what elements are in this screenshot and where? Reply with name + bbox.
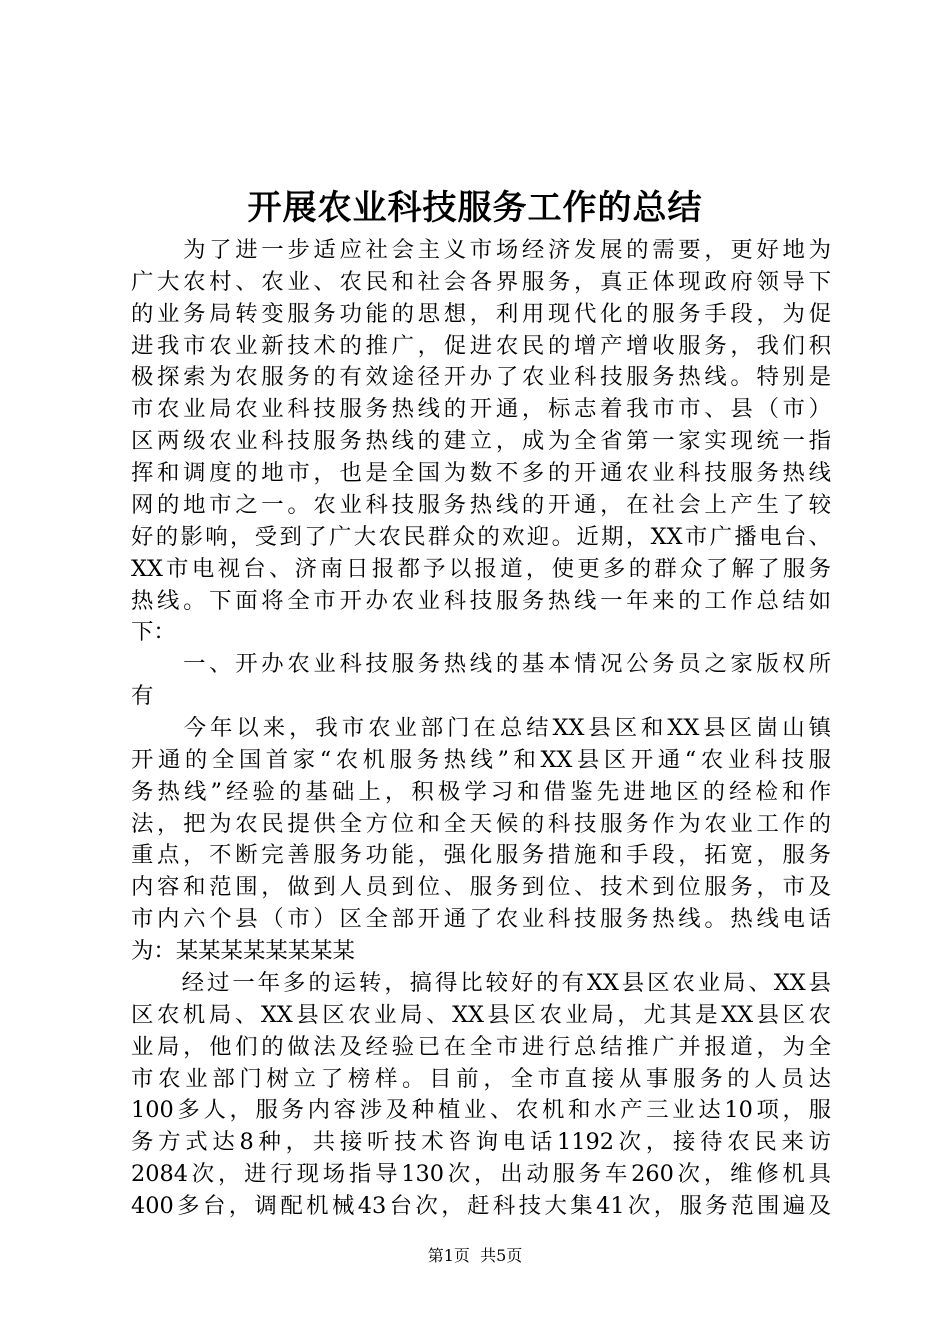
- page-footer: [0, 1244, 950, 1268]
- paragraph-line: 市农业部门树立了榜样。目前，全市直接从事服务的人员达: [131, 1066, 831, 1092]
- paragraph-line: 广大农村、农业、农民和社会各界服务，真正体现政府领导下: [131, 269, 831, 295]
- paragraph-line: 内容和范围，做到人员到位、服务到位、技术到位服务，市及: [131, 874, 831, 900]
- paragraph-line: 务方式达8种，共接听技术咨询电话1192次，接待农民来访: [131, 1129, 831, 1155]
- paragraph-line: 法，把为农民提供全方位和全天候的科技服务作为农业工作的: [131, 811, 831, 837]
- paragraph-line: 区农机局、XX县区农业局、XX县区农业局，尤其是XX县区农: [131, 1002, 831, 1028]
- paragraph-line: 热线。下面将全市开办农业科技服务热线一年来的工作总结如: [131, 588, 831, 614]
- footer-separator: [470, 1246, 480, 1265]
- paragraph-line: 开通的全国首家“农机服务热线”和XX县区开通“农业科技服: [131, 747, 831, 773]
- paragraph-line: 2084次，进行现场指导130次，出动服务车260次，维修机具: [131, 1161, 831, 1187]
- paragraph-line: 400多台，调配机械43台次，赶科技大集41次，服务范围遍及: [131, 1193, 831, 1219]
- section-heading-line: 一、开办农业科技服务热线的基本情况公务员之家版权所: [131, 651, 831, 677]
- paragraph-line: XX市电视台、济南日报都予以报道，使更多的群众了解了服务: [131, 556, 831, 582]
- paragraph-line: 的业务局转变服务功能的思想，利用现代化的服务手段，为促: [131, 301, 831, 327]
- paragraph-line: 业局，他们的做法及经验已在全市进行总结推广并报道，为全: [131, 1034, 831, 1060]
- paragraph-line: 挥和调度的地市，也是全国为数不多的开通农业科技服务热线: [131, 460, 831, 486]
- paragraph-line: 重点，不断完善服务功能，强化服务措施和手段，拓宽，服务: [131, 842, 831, 868]
- paragraph-line: 网的地市之一。农业科技服务热线的开通，在社会上产生了较: [131, 492, 831, 518]
- paragraph-line: 进我市农业新技术的推广，促进农民的增产增收服务，我们积: [131, 333, 831, 359]
- document-title: 开展农业科技服务工作的总结: [247, 188, 703, 228]
- paragraph-line: 100多人，服务内容涉及种植业、农机和水产三业达10项，服: [131, 1097, 831, 1123]
- page-total: 共5页: [480, 1246, 523, 1265]
- paragraph-line: 为了进一步适应社会主义市场经济发展的需要，更好地为: [131, 237, 831, 263]
- paragraph-line: 好的影响，受到了广大农民群众的欢迎。近期，XX市广播电台、: [131, 524, 831, 550]
- paragraph-line: 务热线”经验的基础上，积极学习和借鉴先进地区的经检和作: [131, 779, 831, 805]
- paragraph-line: 市内六个县（市）区全部开通了农业科技服务热线。热线电话: [131, 906, 831, 932]
- paragraph-line: 下：: [131, 619, 176, 645]
- page-number: 第1页: [427, 1246, 470, 1265]
- paragraph-line: 今年以来，我市农业部门在总结XX县区和XX县区崮山镇: [131, 715, 831, 741]
- paragraph-line: 极探索为农服务的有效途径开办了农业科技服务热线。特别是: [131, 364, 831, 390]
- section-heading-line: 有: [131, 683, 154, 709]
- paragraph-line: 为：某某某某某某某某: [131, 938, 355, 964]
- paragraph-line: 市农业局农业科技服务热线的开通，标志着我市市、县（市）: [131, 396, 831, 422]
- paragraph-line: 区两级农业科技服务热线的建立，成为全省第一家实现统一指: [131, 428, 831, 454]
- paragraph-line: 经过一年多的运转，搞得比较好的有XX县区农业局、XX县: [131, 970, 831, 996]
